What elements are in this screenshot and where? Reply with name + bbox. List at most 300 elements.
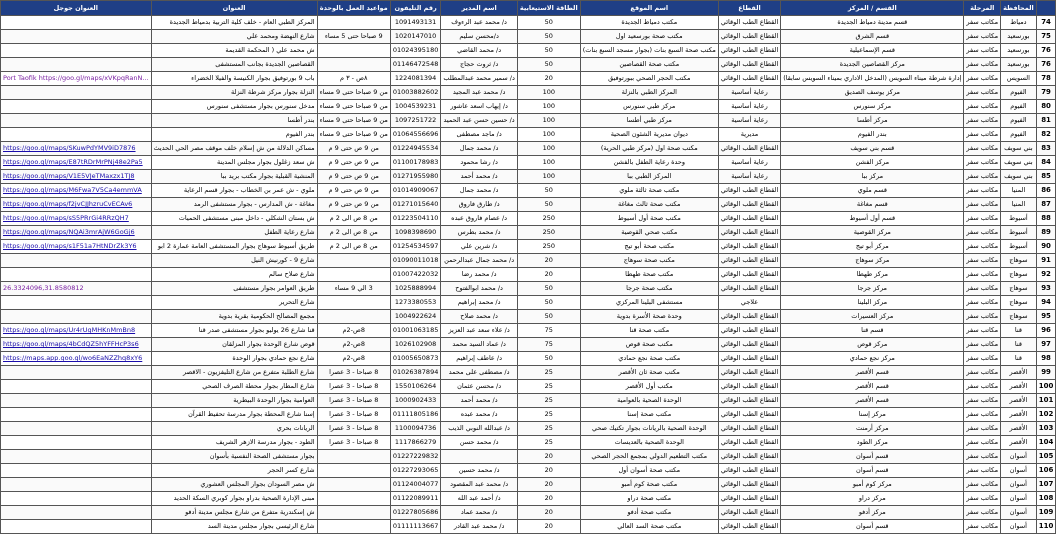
phone-cell[interactable]: 01111805186 [390,408,441,422]
google-link-cell[interactable] [1,114,152,128]
address-cell[interactable]: الريانات بحري [151,422,317,436]
capacity-cell[interactable]: 250 [517,240,580,254]
address-cell[interactable]: المركز الطبي العام - خلف كلية التربية بدمياط الجديدة [151,16,317,30]
governorate-cell[interactable]: أسوان [1001,464,1037,478]
sector-cell[interactable]: رعاية أساسية [718,170,780,184]
google-link-cell[interactable] [1,478,152,492]
manager-cell[interactable]: د/محسن سليم [441,30,518,44]
phone-cell[interactable]: 01014909067 [390,184,441,198]
sector-cell[interactable]: القطاع الطب الوقائي [718,478,780,492]
manager-cell[interactable]: د/ محسن عثمان [441,380,518,394]
department-cell[interactable]: مركز سنورس [781,100,964,114]
manager-cell[interactable]: د/ عبدالله النوبي الذيب [441,422,518,436]
google-link-cell[interactable] [1,492,152,506]
department-cell[interactable]: قسم بني سويف [781,142,964,156]
governorate-cell[interactable]: سوهاج [1001,310,1037,324]
phone-cell[interactable]: 01005650873 [390,352,441,366]
phone-cell[interactable]: 1026102908 [390,338,441,352]
level-cell[interactable]: مكاتب سفر [964,352,1001,366]
phone-cell[interactable]: 1098398690 [390,226,441,240]
address-cell[interactable]: شارع المطار بجوار محطة الصرف الصحي [151,380,317,394]
manager-cell[interactable]: د/ محمد حسين [441,464,518,478]
level-cell[interactable]: مكاتب سفر [964,44,1001,58]
sector-cell[interactable]: القطاع الطب الوقائي [718,436,780,450]
site-name-cell[interactable]: مكتب صحة جرجا [580,282,718,296]
hours-cell[interactable]: من 9 صباحا حتى 9 مساء [317,114,390,128]
level-cell[interactable]: مكاتب سفر [964,156,1001,170]
manager-cell[interactable]: د/ محمد بطرس [441,226,518,240]
sector-cell[interactable]: القطاع الطب الوقائي [718,58,780,72]
address-cell[interactable]: ش مصر السودان بجوار المجلس العشوري [151,478,317,492]
google-link-cell[interactable] [1,450,152,464]
department-cell[interactable]: قسم الأقصر [781,366,964,380]
google-link-cell[interactable] [1,100,152,114]
manager-cell[interactable]: د/ محمد صلاح [441,310,518,324]
row-number-cell[interactable]: 109 [1036,506,1056,520]
capacity-cell[interactable]: 50 [517,16,580,30]
site-name-cell[interactable]: مكتب صحة نجع حمادي [580,352,718,366]
governorate-cell[interactable]: أسوان [1001,506,1037,520]
header-capacity[interactable]: الطاقة الاستيعابية [517,1,580,16]
governorate-cell[interactable]: الأقصر [1001,436,1037,450]
capacity-cell[interactable]: 50 [517,352,580,366]
phone-cell[interactable]: 01124004077 [390,478,441,492]
level-cell[interactable]: مكاتب سفر [964,268,1001,282]
governorate-cell[interactable]: أسوان [1001,520,1037,534]
hours-cell[interactable]: 8 صباحا - 3 عصرا [317,380,390,394]
manager-cell[interactable]: د/ محمد أحمد [441,394,518,408]
department-cell[interactable]: مركز يوسف الصديق [781,86,964,100]
manager-cell[interactable]: د/ عاطف إبراهيم [441,352,518,366]
sector-cell[interactable]: القطاع الطب الوقائي [718,366,780,380]
department-cell[interactable]: مركز أرمنت [781,422,964,436]
address-cell[interactable]: شارع رعاية الطفل [151,226,317,240]
site-name-cell[interactable]: مكتب صحة القصاصين [580,58,718,72]
google-link-cell[interactable]: https://goo.gl/maps/M6Fwa7V5Ca4emmVA [1,184,152,198]
governorate-cell[interactable]: سوهاج [1001,282,1037,296]
level-cell[interactable]: مكاتب سفر [964,86,1001,100]
site-name-cell[interactable]: مكتب صحة أبو تيج [580,240,718,254]
google-link-cell[interactable] [1,464,152,478]
hours-cell[interactable] [317,506,390,520]
capacity-cell[interactable]: 20 [517,268,580,282]
phone-cell[interactable]: 01001063185 [390,324,441,338]
row-number-cell[interactable]: 93 [1036,282,1056,296]
capacity-cell[interactable]: 100 [517,114,580,128]
capacity-cell[interactable]: 20 [517,464,580,478]
manager-cell[interactable]: د/ ماجد مصطفى [441,128,518,142]
hours-cell[interactable] [317,58,390,72]
capacity-cell[interactable]: 50 [517,282,580,296]
phone-cell[interactable]: 01227805686 [390,506,441,520]
phone-cell[interactable]: 1020147010 [390,30,441,44]
department-cell[interactable]: قسم الأقصر [781,380,964,394]
manager-cell[interactable]: د/ إيهاب اسعد عاشور [441,100,518,114]
manager-cell[interactable]: د/ محمد عماد [441,506,518,520]
address-cell[interactable]: شارع التحرير [151,296,317,310]
department-cell[interactable]: مركز البلينا [781,296,964,310]
level-cell[interactable]: مكاتب سفر [964,520,1001,534]
governorate-cell[interactable]: بورسعيد [1001,30,1037,44]
capacity-cell[interactable]: 250 [517,212,580,226]
governorate-cell[interactable]: الأقصر [1001,394,1037,408]
site-name-cell[interactable]: مكتب صحة أسوان أول [580,464,718,478]
hours-cell[interactable]: من 9 ص حتى 9 م [317,184,390,198]
row-number-cell[interactable]: 80 [1036,100,1056,114]
sector-cell[interactable]: مديرية [718,128,780,142]
governorate-cell[interactable]: المنيا [1001,184,1037,198]
department-cell[interactable]: مركز الفشن [781,156,964,170]
hours-cell[interactable]: 8ص-2م [317,324,390,338]
google-link-cell[interactable]: Port Taofik https://goo.gl/maps/xVKpqRanN... [1,72,152,86]
hours-cell[interactable]: من 9 صباحا حتى 9 مساء [317,100,390,114]
manager-cell[interactable]: د/ محمد جمال [441,184,518,198]
row-number-cell[interactable]: 87 [1036,198,1056,212]
address-cell[interactable]: المنشية القبلية بجوار مكتب بريد ببا [151,170,317,184]
site-name-cell[interactable]: الوحدة الصحية بالعديسات [580,436,718,450]
address-cell[interactable]: مجمع المصالح الحكومية بقرية بدوية [151,310,317,324]
row-number-cell[interactable]: 94 [1036,296,1056,310]
google-link-cell[interactable] [1,268,152,282]
level-cell[interactable]: مكاتب سفر [964,492,1001,506]
site-name-cell[interactable]: مكتب دمياط الجديدة [580,16,718,30]
site-name-cell[interactable]: مكتب صحة السبع بنات (بجوار مسجد السبع بنات) [580,44,718,58]
header-phone[interactable]: رقم التليفون [390,1,441,16]
hours-cell[interactable] [317,16,390,30]
row-number-cell[interactable]: 103 [1036,422,1056,436]
manager-cell[interactable]: د/ محمد حسن [441,436,518,450]
phone-cell[interactable]: 01111113667 [390,520,441,534]
sector-cell[interactable]: القطاع الطب الوقائي [718,338,780,352]
header-sector[interactable]: القطاع [718,1,780,16]
row-number-cell[interactable]: 110 [1036,520,1056,534]
google-link-cell[interactable] [1,520,152,534]
department-cell[interactable]: قسم أسوان [781,520,964,534]
google-link-cell[interactable]: https://goo.gl/maps/E87tRDrMrPNj48e2Pa5 [1,156,152,170]
google-link-cell[interactable] [1,506,152,520]
phone-cell[interactable]: 01146472548 [390,58,441,72]
department-cell[interactable]: قسم مغاغة [781,198,964,212]
phone-cell[interactable]: 01064556696 [390,128,441,142]
manager-cell[interactable]: د/ محمد عبد المجيد [441,86,518,100]
hours-cell[interactable] [317,478,390,492]
hours-cell[interactable] [317,44,390,58]
hours-cell[interactable]: 3 الي 9 مساء [317,282,390,296]
site-name-cell[interactable]: المركز الطبي ببا [580,170,718,184]
google-link-cell[interactable] [1,310,152,324]
level-cell[interactable]: مكاتب سفر [964,16,1001,30]
level-cell[interactable]: مكاتب سفر [964,324,1001,338]
row-number-cell[interactable]: 86 [1036,184,1056,198]
manager-cell[interactable]: د/ عماد السيد محمد [441,338,518,352]
row-number-cell[interactable]: 98 [1036,352,1056,366]
governorate-cell[interactable]: بني سويف [1001,156,1037,170]
address-cell[interactable]: بندر الفيوم [151,128,317,142]
capacity-cell[interactable]: 50 [517,44,580,58]
sector-cell[interactable]: القطاع الطب الوقائي [718,422,780,436]
level-cell[interactable]: مكاتب سفر [964,226,1001,240]
level-cell[interactable]: مكاتب سفر [964,184,1001,198]
address-cell[interactable]: مغاغة - ش المدارس - بجوار مستشفى الرمد [151,198,317,212]
sector-cell[interactable]: القطاع الطب الوقائي [718,268,780,282]
level-cell[interactable]: مكاتب سفر [964,380,1001,394]
department-cell[interactable]: إدارة شرطة ميناء السويس (المدخل الاداري بميناء السويس سابقا) [781,72,964,86]
phone-cell[interactable]: 1550106264 [390,380,441,394]
address-cell[interactable]: شارع النهضة ومحمد علي [151,30,317,44]
hours-cell[interactable] [317,268,390,282]
google-link-cell[interactable] [1,128,152,142]
manager-cell[interactable]: د/ محمد عبد الرءوف [441,16,518,30]
level-cell[interactable]: مكاتب سفر [964,198,1001,212]
phone-cell[interactable]: 1000902433 [390,394,441,408]
hours-cell[interactable] [317,310,390,324]
governorate-cell[interactable]: سوهاج [1001,254,1037,268]
hours-cell[interactable] [317,492,390,506]
site-name-cell[interactable]: مكتب أول الأقصر [580,380,718,394]
department-cell[interactable]: قسم أسوان [781,450,964,464]
capacity-cell[interactable]: 20 [517,520,580,534]
site-name-cell[interactable]: مكتب صحة ثالثة ملوي [580,184,718,198]
capacity-cell[interactable]: 25 [517,366,580,380]
manager-cell[interactable]: د/ محمد ابوالفتوح [441,282,518,296]
hours-cell[interactable]: من 9 صباحا حتى 9 مساء [317,128,390,142]
address-cell[interactable]: قوص شارع الوحدة بجوار المزلقان [151,338,317,352]
manager-cell[interactable]: د/ رشا محمود [441,156,518,170]
site-name-cell[interactable]: مكتب صحة السد العالي [580,520,718,534]
site-name-cell[interactable]: مكتب التطعيم الدولي بمجمع الحجر الصحي [580,450,718,464]
hours-cell[interactable]: من 9 ص حتى 9 م [317,198,390,212]
department-cell[interactable]: قسم الإسماعيلية [781,44,964,58]
hours-cell[interactable]: 8ص-2م [317,352,390,366]
sector-cell[interactable]: القطاع الطب الوقائي [718,16,780,30]
department-cell[interactable]: مركز العسيرات [781,310,964,324]
governorate-cell[interactable]: قنا [1001,324,1037,338]
hours-cell[interactable] [317,520,390,534]
department-cell[interactable]: بندر الفيوم [781,128,964,142]
capacity-cell[interactable]: 50 [517,198,580,212]
capacity-cell[interactable]: 25 [517,408,580,422]
capacity-cell[interactable]: 20 [517,492,580,506]
department-cell[interactable]: قسم الشرق [781,30,964,44]
phone-cell[interactable]: 01224945534 [390,142,441,156]
phone-cell[interactable]: 1097251722 [390,114,441,128]
site-name-cell[interactable]: الوحدة الصحية بالعوامية [580,394,718,408]
hours-cell[interactable]: 8 صباحا - 3 عصرا [317,366,390,380]
manager-cell[interactable]: د/ طارق فاروق [441,198,518,212]
hours-cell[interactable]: من 9 ص حتى 9 م [317,142,390,156]
governorate-cell[interactable]: بني سويف [1001,170,1037,184]
site-name-cell[interactable]: مكتب صحة قنا [580,324,718,338]
governorate-cell[interactable]: أسوان [1001,450,1037,464]
sector-cell[interactable]: القطاع الطب الوقائي [718,450,780,464]
hours-cell[interactable]: 8 صباحا - 3 عصرا [317,436,390,450]
capacity-cell[interactable]: 20 [517,506,580,520]
row-number-cell[interactable]: 92 [1036,268,1056,282]
manager-cell[interactable]: د/ محمد رضا [441,268,518,282]
google-link-cell[interactable]: 26.3324096,31.8580812 [1,282,152,296]
site-name-cell[interactable]: مكتب صحة اول (مركز طبي الحرية) [580,142,718,156]
manager-cell[interactable] [441,450,518,464]
address-cell[interactable]: قنا شارع 26 يوليو بجوار مستشفى صدر قنا [151,324,317,338]
governorate-cell[interactable]: دمياط [1001,16,1037,30]
manager-cell[interactable]: د/ ثروت حجاج [441,58,518,72]
address-cell[interactable]: مبنى الإدارة الصحية بدراو بجوار كوبري السكة الحديد [151,492,317,506]
capacity-cell[interactable]: 50 [517,296,580,310]
capacity-cell[interactable]: 75 [517,324,580,338]
hours-cell[interactable]: من 9 صباحا حتى 9 مساء [317,86,390,100]
governorate-cell[interactable]: أسوان [1001,492,1037,506]
capacity-cell[interactable]: 75 [517,338,580,352]
governorate-cell[interactable]: سوهاج [1001,268,1037,282]
governorate-cell[interactable]: الفيوم [1001,128,1037,142]
site-name-cell[interactable]: مكتب صحة أول أسيوط [580,212,718,226]
google-link-cell[interactable] [1,422,152,436]
level-cell[interactable]: مكاتب سفر [964,240,1001,254]
site-name-cell[interactable]: مكتب صحة ثالث مغاغة [580,198,718,212]
address-cell[interactable]: ملوي - ش عمر بن الخطاب - بجوار قسم الرعاية [151,184,317,198]
manager-cell[interactable]: د/ محمد عبده [441,408,518,422]
google-link-cell[interactable] [1,58,152,72]
level-cell[interactable]: مكاتب سفر [964,338,1001,352]
address-cell[interactable]: ش محمد علي ( المحكمة القديمة [151,44,317,58]
sector-cell[interactable]: القطاع الطب الوقائي [718,520,780,534]
google-link-cell[interactable]: https://goo.gl/maps/f2jvCJJhzruCvECAv6 [1,198,152,212]
phone-cell[interactable]: 01026387894 [390,366,441,380]
hours-cell[interactable]: من 8 ص الى 2 م [317,212,390,226]
sector-cell[interactable]: رعاية أساسية [718,86,780,100]
manager-cell[interactable]: د/ حسين حسن عبد الحميد [441,114,518,128]
row-number-cell[interactable]: 88 [1036,212,1056,226]
governorate-cell[interactable]: بورسعيد [1001,44,1037,58]
address-cell[interactable]: العوامية بجوار الوحدة البيطرية [151,394,317,408]
level-cell[interactable]: مكاتب سفر [964,464,1001,478]
department-cell[interactable]: مركز الطود [781,436,964,450]
header-governorate[interactable]: المحافظة [1001,1,1037,16]
level-cell[interactable]: مكاتب سفر [964,408,1001,422]
site-name-cell[interactable]: وحدة رعاية الطفل بالفشن [580,156,718,170]
sector-cell[interactable]: رعاية أساسية [718,100,780,114]
row-number-cell[interactable]: 78 [1036,72,1056,86]
phone-cell[interactable]: 01100178983 [390,156,441,170]
department-cell[interactable]: قسم قنا [781,324,964,338]
site-name-cell[interactable]: مستشفى البلينا المركزي [580,296,718,310]
manager-cell[interactable]: د/ محمد القاضي [441,44,518,58]
row-number-cell[interactable]: 84 [1036,156,1056,170]
address-cell[interactable]: النزلة بجوار مركز شرطة النزلة [151,86,317,100]
row-number-cell[interactable]: 76 [1036,58,1056,72]
manager-cell[interactable]: د/ سمير محمد عبدالمطلب [441,72,518,86]
phone-cell[interactable]: 1224081394 [390,72,441,86]
site-name-cell[interactable]: مكتب صحة طهطا [580,268,718,282]
sector-cell[interactable]: رعاية أساسية [718,156,780,170]
governorate-cell[interactable]: قنا [1001,352,1037,366]
level-cell[interactable]: مكاتب سفر [964,212,1001,226]
row-number-cell[interactable]: 105 [1036,450,1056,464]
sector-cell[interactable]: القطاع الطب الوقائي [718,142,780,156]
google-link-cell[interactable] [1,408,152,422]
row-number-cell[interactable]: 89 [1036,226,1056,240]
manager-cell[interactable]: د/ محمد عبد القادر [441,520,518,534]
governorate-cell[interactable]: الفيوم [1001,114,1037,128]
address-cell[interactable]: شارع نجع حمادي بجوار الوحدة [151,352,317,366]
site-name-cell[interactable]: وحدة صحة الأسرة بدوية [580,310,718,324]
hours-cell[interactable]: 8 صباحا - 3 عصرا [317,394,390,408]
header-google-address[interactable]: العنوان جوجل [1,1,152,16]
department-cell[interactable]: مركز أبو تيج [781,240,964,254]
department-cell[interactable]: قسم أول أسيوط [781,212,964,226]
manager-cell[interactable]: د/ شرين علي [441,240,518,254]
level-cell[interactable]: مكاتب سفر [964,100,1001,114]
governorate-cell[interactable]: أسيوط [1001,212,1037,226]
site-name-cell[interactable]: مكتب صحة إسنا [580,408,718,422]
address-cell[interactable]: طريق أسيوط سوهاج بجوار المستشفى العامة عمارة 2 ابو [151,240,317,254]
department-cell[interactable]: مركز كوم أمبو [781,478,964,492]
phone-cell[interactable]: 01271955980 [390,170,441,184]
sector-cell[interactable]: القطاع الطب الوقائي [718,72,780,86]
site-name-cell[interactable]: مركز طبي سنورس [580,100,718,114]
level-cell[interactable]: مكاتب سفر [964,506,1001,520]
google-link-cell[interactable] [1,30,152,44]
site-name-cell[interactable]: مكتب صحة كوم أمبو [580,478,718,492]
google-link-cell[interactable] [1,394,152,408]
governorate-cell[interactable]: أسيوط [1001,226,1037,240]
hours-cell[interactable]: 8 صباحا - 3 عصرا [317,422,390,436]
address-cell[interactable]: ش بستان الشكلي - داخل مبنى مستشفى الحميات [151,212,317,226]
sector-cell[interactable]: القطاع الطب الوقائي [718,198,780,212]
row-number-cell[interactable]: 99 [1036,366,1056,380]
level-cell[interactable]: مكاتب سفر [964,296,1001,310]
department-cell[interactable]: مركز أدفو [781,506,964,520]
level-cell[interactable]: مكاتب سفر [964,114,1001,128]
google-link-cell[interactable]: https://goo.gl/maps/SKuwPdYMV9iD7876 [1,142,152,156]
phone-cell[interactable]: 01090011018 [390,254,441,268]
department-cell[interactable]: قسم الأقصر [781,394,964,408]
sector-cell[interactable]: القطاع الطب الوقائي [718,408,780,422]
department-cell[interactable]: مركز طهطا [781,268,964,282]
sector-cell[interactable]: القطاع الطب الوقائي [718,282,780,296]
header-address[interactable]: العنوان [151,1,317,16]
site-name-cell[interactable]: المركز الطبي بالنزلة [580,86,718,100]
row-number-cell[interactable]: 85 [1036,170,1056,184]
department-cell[interactable]: مركز جرجا [781,282,964,296]
level-cell[interactable]: مكاتب سفر [964,366,1001,380]
google-link-cell[interactable]: https://goo.gl/maps/sS5PRrGi4RRzQH7 [1,212,152,226]
department-cell[interactable]: مركز سوهاج [781,254,964,268]
row-number-cell[interactable]: 101 [1036,394,1056,408]
sector-cell[interactable]: القطاع الطب الوقائي [718,184,780,198]
google-link-cell[interactable] [1,254,152,268]
sector-cell[interactable]: القطاع الطب الوقائي [718,254,780,268]
phone-cell[interactable]: 1117866279 [390,436,441,450]
governorate-cell[interactable]: قنا [1001,338,1037,352]
sector-cell[interactable]: القطاع الطب الوقائي [718,310,780,324]
google-link-cell[interactable]: https://goo.gl/maps/V1E5VJeTMaxzx1TJ8 [1,170,152,184]
row-number-cell[interactable]: 107 [1036,478,1056,492]
row-number-cell[interactable]: 83 [1036,142,1056,156]
sector-cell[interactable]: القطاع الطب الوقائي [718,44,780,58]
row-number-cell[interactable]: 102 [1036,408,1056,422]
phone-cell[interactable]: 01227293065 [390,464,441,478]
level-cell[interactable]: مكاتب سفر [964,30,1001,44]
capacity-cell[interactable]: 50 [517,310,580,324]
phone-cell[interactable]: 1025888994 [390,282,441,296]
google-link-cell[interactable] [1,380,152,394]
governorate-cell[interactable]: الأقصر [1001,366,1037,380]
governorate-cell[interactable]: الأقصر [1001,408,1037,422]
sector-cell[interactable]: علاجي [718,296,780,310]
manager-cell[interactable]: د/ مصطفى على محمد [441,366,518,380]
sector-cell[interactable]: رعاية أساسية [718,114,780,128]
